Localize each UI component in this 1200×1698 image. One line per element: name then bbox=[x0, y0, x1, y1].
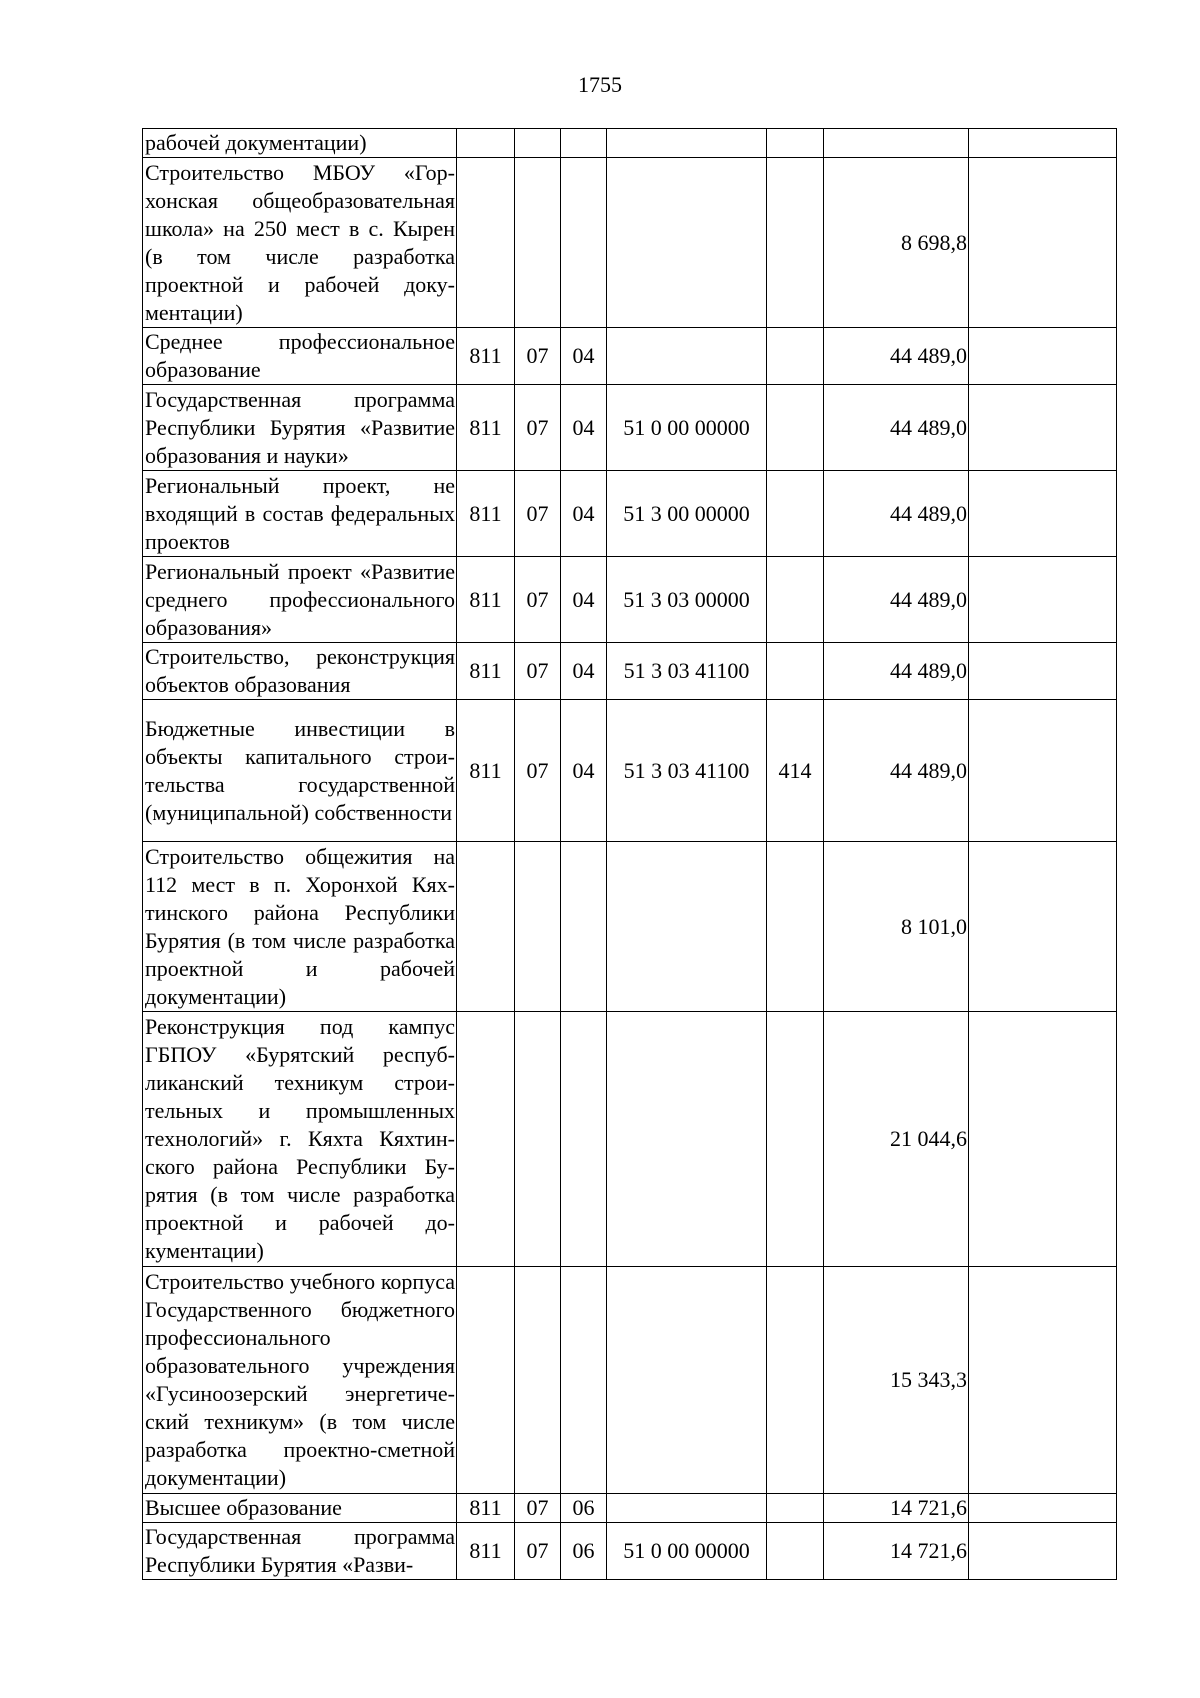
table-row bbox=[143, 700, 1117, 842]
row-description: Реконструкция под кампус ГБПОУ «Бурятский республиканский техникум строительных и промышленных технологий» г. Кяхта Кяхтинского района Республики Бурятия (в том числе разработка проектной и рабочей документации) bbox=[143, 1012, 457, 1267]
target-article-code bbox=[607, 1012, 767, 1267]
subsection-code: 04 bbox=[561, 471, 607, 557]
target-article-code: 51 3 03 41100 bbox=[607, 700, 767, 842]
amount: 8 101,0 bbox=[824, 842, 969, 1012]
row-description: Государственная программа Республики Бурятия «Разви- bbox=[143, 1523, 457, 1580]
target-article-code bbox=[607, 158, 767, 328]
extra-column bbox=[969, 557, 1117, 643]
table-row bbox=[143, 1494, 1117, 1523]
section-code: 07 bbox=[515, 328, 561, 385]
section-code bbox=[515, 842, 561, 1012]
amount: 21 044,6 bbox=[824, 1012, 969, 1267]
subsection-code bbox=[561, 1012, 607, 1267]
section-code bbox=[515, 1267, 561, 1494]
subsection-code: 04 bbox=[561, 643, 607, 700]
amount: 15 343,3 bbox=[824, 1267, 969, 1494]
section-code bbox=[515, 158, 561, 328]
target-article-code: 51 3 00 00000 bbox=[607, 471, 767, 557]
ministry-code: 811 bbox=[457, 700, 515, 842]
subsection-code: 06 bbox=[561, 1494, 607, 1523]
ministry-code: 811 bbox=[457, 643, 515, 700]
section-code bbox=[515, 129, 561, 158]
section-code: 07 bbox=[515, 471, 561, 557]
amount: 44 489,0 bbox=[824, 328, 969, 385]
table-row bbox=[143, 129, 1117, 158]
expense-type-code bbox=[767, 557, 824, 643]
expense-type-code bbox=[767, 1494, 824, 1523]
extra-column bbox=[969, 158, 1117, 328]
row-description: Региональный проект, не входящий в состав федеральных проектов bbox=[143, 471, 457, 557]
ministry-code: 811 bbox=[457, 557, 515, 643]
subsection-code: 04 bbox=[561, 385, 607, 471]
page-number: 1755 bbox=[578, 72, 622, 97]
extra-column bbox=[969, 842, 1117, 1012]
target-article-code bbox=[607, 842, 767, 1012]
section-code: 07 bbox=[515, 700, 561, 842]
table-row bbox=[143, 471, 1117, 557]
extra-column bbox=[969, 385, 1117, 471]
subsection-code: 04 bbox=[561, 557, 607, 643]
subsection-code bbox=[561, 842, 607, 1012]
table-row bbox=[143, 557, 1117, 643]
expense-type-code bbox=[767, 842, 824, 1012]
table-row bbox=[143, 328, 1117, 385]
target-article-code bbox=[607, 328, 767, 385]
section-code: 07 bbox=[515, 643, 561, 700]
amount: 44 489,0 bbox=[824, 700, 969, 842]
target-article-code: 51 0 00 00000 bbox=[607, 1523, 767, 1580]
target-article-code bbox=[607, 129, 767, 158]
section-code bbox=[515, 1012, 561, 1267]
expense-type-code bbox=[767, 1267, 824, 1494]
ministry-code bbox=[457, 129, 515, 158]
amount: 44 489,0 bbox=[824, 643, 969, 700]
target-article-code: 51 3 03 41100 bbox=[607, 643, 767, 700]
table-row bbox=[143, 1523, 1117, 1580]
subsection-code: 06 bbox=[561, 1523, 607, 1580]
expense-type-code bbox=[767, 1012, 824, 1267]
extra-column bbox=[969, 471, 1117, 557]
target-article-code: 51 0 00 00000 bbox=[607, 385, 767, 471]
table-row bbox=[143, 158, 1117, 328]
amount: 44 489,0 bbox=[824, 471, 969, 557]
section-code: 07 bbox=[515, 1494, 561, 1523]
row-description: Высшее образование bbox=[143, 1494, 457, 1523]
row-description: Строительство общежития на 112 мест в п. Хоронхой Кяхтинского района Республики Бурятия (в том числе разработка проектной и рабочей документации) bbox=[143, 842, 457, 1012]
section-code: 07 bbox=[515, 1523, 561, 1580]
ministry-code bbox=[457, 158, 515, 328]
table-row bbox=[143, 1267, 1117, 1494]
row-description: Региональный проект «Развитие среднего профессионального образования» bbox=[143, 557, 457, 643]
ministry-code bbox=[457, 842, 515, 1012]
amount bbox=[824, 129, 969, 158]
expense-type-code bbox=[767, 1523, 824, 1580]
expense-type-code bbox=[767, 129, 824, 158]
ministry-code bbox=[457, 1267, 515, 1494]
amount: 14 721,6 bbox=[824, 1523, 969, 1580]
extra-column bbox=[969, 1494, 1117, 1523]
row-description: Государственная программа Республики Бурятия «Развитие образования и науки» bbox=[143, 385, 457, 471]
amount: 44 489,0 bbox=[824, 557, 969, 643]
expense-type-code bbox=[767, 158, 824, 328]
row-description: Строительство, реконструкция объектов образования bbox=[143, 643, 457, 700]
subsection-code bbox=[561, 129, 607, 158]
expense-type-code: 414 bbox=[767, 700, 824, 842]
target-article-code: 51 3 03 00000 bbox=[607, 557, 767, 643]
ministry-code: 811 bbox=[457, 328, 515, 385]
target-article-code bbox=[607, 1494, 767, 1523]
expense-type-code bbox=[767, 471, 824, 557]
extra-column bbox=[969, 328, 1117, 385]
section-code: 07 bbox=[515, 385, 561, 471]
expense-type-code bbox=[767, 385, 824, 471]
extra-column bbox=[969, 1267, 1117, 1494]
expense-type-code bbox=[767, 643, 824, 700]
section-code: 07 bbox=[515, 557, 561, 643]
amount: 44 489,0 bbox=[824, 385, 969, 471]
row-description: Строительство учебного корпуса Государственного бюджетного профессионального образовательного учреждения «Гусиноозерский энергетический техникум» (в том числе разработка проектно-сметной документации) bbox=[143, 1267, 457, 1494]
extra-column bbox=[969, 1523, 1117, 1580]
row-description: Строительство МБОУ «Горхонская общеобразовательная школа» на 250 мест в с. Кырен (в том числе разработка проектной и рабочей документации) bbox=[143, 158, 457, 328]
ministry-code: 811 bbox=[457, 471, 515, 557]
row-description: Среднее профессиональное образование bbox=[143, 328, 457, 385]
amount: 14 721,6 bbox=[824, 1494, 969, 1523]
table-row bbox=[143, 842, 1117, 1012]
table-row bbox=[143, 385, 1117, 471]
subsection-code bbox=[561, 1267, 607, 1494]
table-row bbox=[143, 1012, 1117, 1267]
subsection-code: 04 bbox=[561, 700, 607, 842]
extra-column bbox=[969, 643, 1117, 700]
subsection-code bbox=[561, 158, 607, 328]
ministry-code bbox=[457, 1012, 515, 1267]
ministry-code: 811 bbox=[457, 1523, 515, 1580]
row-description: рабочей документации) bbox=[143, 129, 457, 158]
ministry-code: 811 bbox=[457, 385, 515, 471]
row-description: Бюджетные инвестиции в объекты капитального строительства государственной (муниципальной) собственности bbox=[143, 700, 457, 842]
amount: 8 698,8 bbox=[824, 158, 969, 328]
subsection-code: 04 bbox=[561, 328, 607, 385]
extra-column bbox=[969, 1012, 1117, 1267]
table-row bbox=[143, 643, 1117, 700]
extra-column bbox=[969, 700, 1117, 842]
budget-table bbox=[142, 128, 1117, 1580]
ministry-code: 811 bbox=[457, 1494, 515, 1523]
target-article-code bbox=[607, 1267, 767, 1494]
expense-type-code bbox=[767, 328, 824, 385]
extra-column bbox=[969, 129, 1117, 158]
